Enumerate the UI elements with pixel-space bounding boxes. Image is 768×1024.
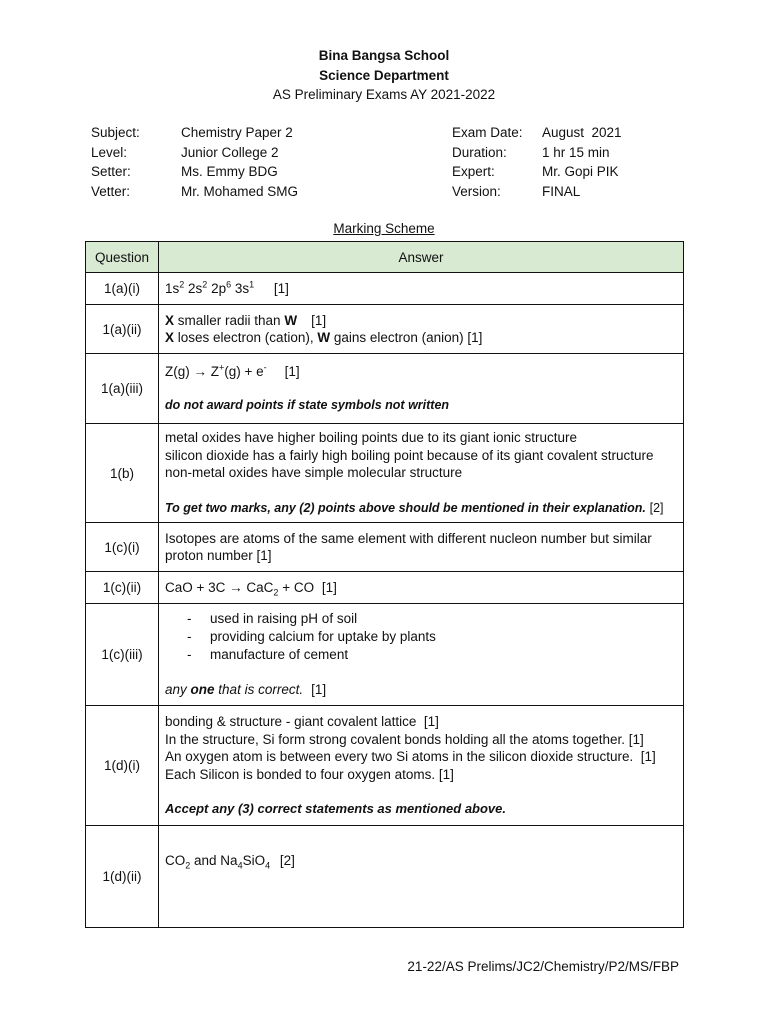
answer-cell: Isotopes are atoms of the same element with different nucleon number but similar proton number [1] [159,523,684,572]
mark: [1] [273,280,289,296]
answer-cell: metal oxides have higher boiling points due to its giant ionic structure silicon dioxide has a fairly high boiling point because of its giant covalent structure non-metal oxides have simple molecular structure To get two marks, any (2) points above should be mentioned in their explanation. [2] [159,424,684,523]
meta-left [91,123,298,201]
table-row [86,354,684,424]
meta-row-setter: Setter: Ms. Emmy BDG [91,164,278,179]
exam-title: AS Preliminary Exams AY 2021-2022 [272,87,496,102]
answer-cell: Z(g) → Z+(g) + e- [1] do not award points if state symbols not written [159,354,684,424]
table-row [86,305,684,354]
question-number: 1(c)(i) [86,523,159,572]
meta-row-vetter: Vetter: Mr. Mohamed SMG [91,183,299,199]
question-number: 1(c)(iii) [86,604,159,706]
meta-row-exam-date: Exam Date: August 2021 [452,125,622,140]
question-number: 1(d)(i) [86,706,159,826]
marking-note: To get two marks, any (2) points above should be mentioned in their explanation. [165,500,646,515]
meta-right [452,123,622,201]
question-number: 1(c)(ii) [86,572,159,604]
question-number: 1(a)(i) [86,273,159,305]
answer-cell: CaO + 3C → CaC$_2$ + CO [1] [159,572,684,604]
marking-scheme-table [85,241,684,928]
list-item: - providing calcium for uptake by plants [187,628,677,646]
meta-row-expert: Expert: Mr. Gopi PIK [452,164,619,179]
table-row [86,604,684,706]
uses-list [165,610,677,664]
document-footer: 21-22/AS Prelims/JC2/Chemistry/P2/MS/FBP [407,959,679,974]
answer-cell: - used in raising pH of soil - providing calcium for uptake by plants - manufacture of cement any one that is correct. [1] [159,604,684,706]
question-number: 1(b) [86,424,159,523]
answer-cell: X smaller radii than W [1] X loses electron (cation), W gains electron (anion) [1] [159,305,684,354]
answer-cell: bonding & structure - giant covalent lattice [1] In the structure, Si form strong covalent bonds holding all the atoms together. [1] An oxygen atom is between every two Si atoms in the silicon dioxide structure. [1] Each Silicon is bonded to four oxygen atoms. [1] Accept any (3) correct statements as mentioned above. [159,706,684,826]
question-number: 1(a)(ii) [86,305,159,354]
table-row [86,273,684,305]
table-row [86,572,684,604]
column-header-answer: Answer [159,242,684,273]
question-number: 1(d)(ii) [86,826,159,928]
question-number: 1(a)(iii) [86,354,159,424]
table-row [86,706,684,826]
answer-cell: $1s^2$ $2s^2$ $2p^6$ $3s^1$ [1] [159,273,684,305]
marking-note: do not award points if state symbols not written [165,398,450,412]
meta-row-version: Version: FINAL [452,183,581,199]
marking-scheme-caption: Marking Scheme [333,221,435,236]
table-row [86,523,684,572]
table-row [86,424,684,523]
list-item: - manufacture of cement [187,646,677,664]
table-header-row [86,242,684,273]
meta-row-duration: Duration: 1 hr 15 min [452,144,610,160]
department-name: Science Department [319,67,449,83]
answer-cell: $CO_2$ and $Na_4SiO_4$ [2] [159,826,684,928]
meta-row-subject: Subject: Chemistry Paper 2 [91,125,293,140]
meta-row-level: Level: Junior College 2 [91,144,279,160]
table-row [86,826,684,928]
column-header-question: Question [86,242,159,273]
document-header [0,46,768,105]
school-name: Bina Bangsa School [318,48,450,63]
marking-note: Accept any (3) correct statements as mentioned above. [165,801,507,817]
list-item: - used in raising pH of soil [187,610,677,628]
